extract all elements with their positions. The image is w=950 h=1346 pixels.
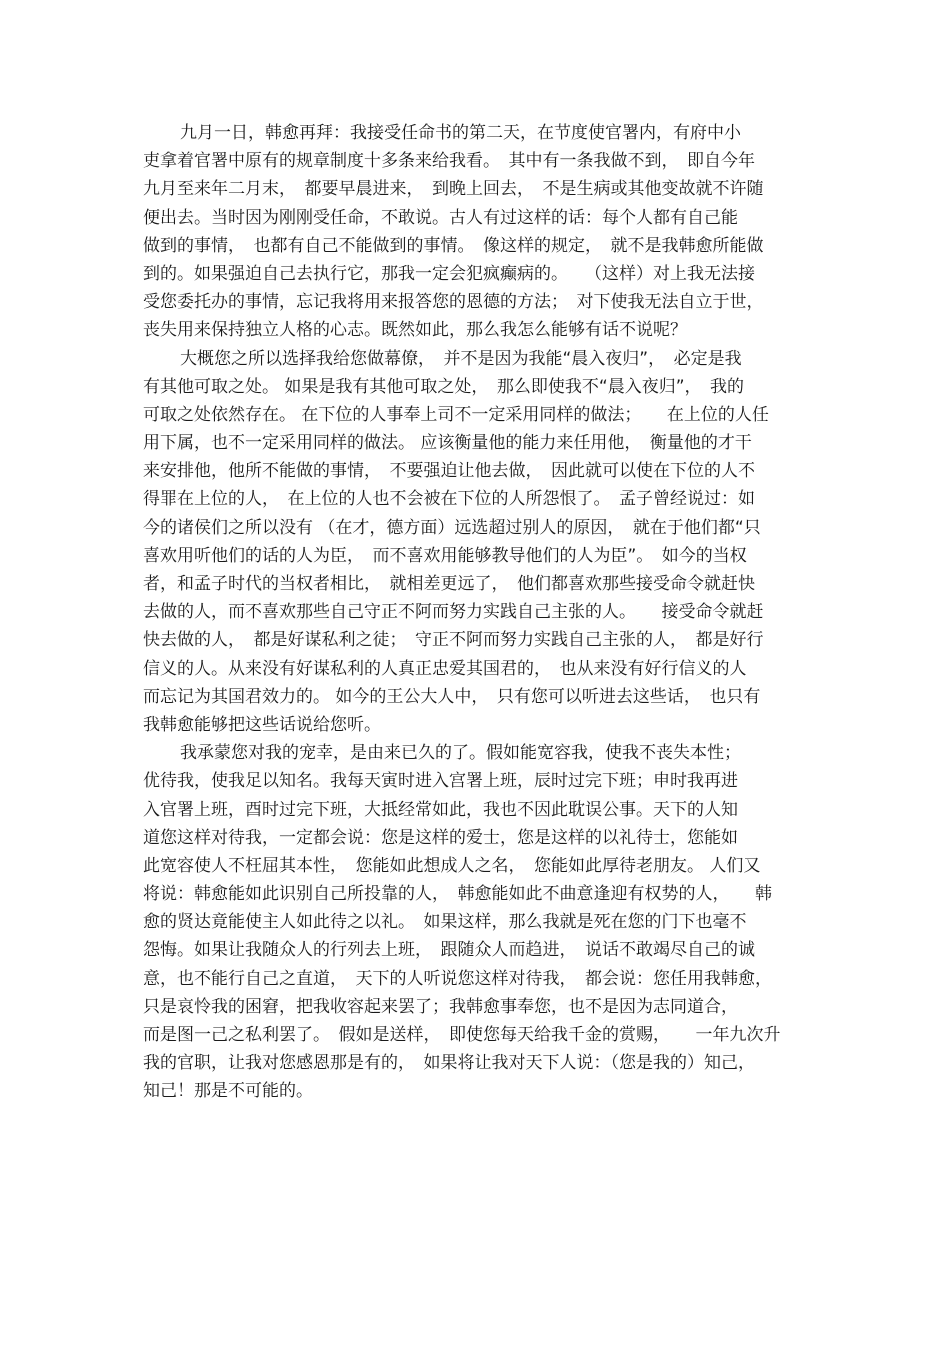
text-line: 今的诸侯们之所以没有 （在才，德方面）远选超过别人的原因， 就在于他们都“只 [143, 517, 761, 538]
text-line: 大概您之所以选择我给您做幕僚， 并不是因为我能“晨入夜归”， 必定是我 [180, 348, 742, 369]
text-line: 便出去。当时因为刚刚受任命，不敢说。古人有过这样的话：每个人都有自己能 [143, 207, 738, 228]
text-line: 可取之处依然存在。 在下位的人事奉上司不一定采用同样的做法； 在上位的人任 [143, 404, 769, 425]
text-line: 我承蒙您对我的宠幸，是由来已久的了。假如能宽容我，使我不丧失本性； [180, 743, 741, 764]
text-line: 去做的人，而不喜欢那些自己守正不阿而努力实践自己主张的人。 接受命令就赶 [143, 602, 764, 623]
text-line: 丧失用来保持独立人格的心志。既然如此，那么我怎么能够有话不说呢？ [143, 320, 687, 341]
text-line: 我的官职，让我对您感恩那是有的， 如果将让我对天下人说：（您是我的）知己， [143, 1053, 755, 1074]
text-line: 到的。如果强迫自己去执行它，那我一定会犯疯癫病的。 （这样）对上我无法接 [143, 263, 755, 284]
text-line: 将说：韩愈能如此识别自己所投靠的人， 韩愈能如此不曲意逢迎有权势的人， 韩 [143, 884, 772, 905]
document-text [143, 119, 813, 1106]
text-line: 道您这样对待我，一定都会说：您是这样的爱士，您是这样的以礼待士，您能如 [143, 827, 738, 848]
text-line: 而是图一己之私利罢了。 假如是送样， 即使您每天给我千金的赏赐， 一年九次升 [143, 1025, 781, 1045]
text-line: 优待我，使我足以知名。我每天寅时进入宫署上班，辰时过完下班；申时我再进 [143, 771, 738, 792]
text-line: 吏拿着官署中原有的规章制度十多条来给我看。 其中有一条我做不到， 即自今年 [143, 151, 755, 172]
text-line: 者，和孟子时代的当权者相比， 就相差更远了， 他们都喜欢那些接受命令就赶快 [143, 574, 755, 594]
text-line: 我韩愈能够把这些话说给您听。 [143, 714, 381, 735]
text-line: 做到的事情， 也都有自己不能做到的事情。 像这样的规定， 就不是我韩愈所能做 [143, 235, 764, 256]
text-line: 用下属，也不一定采用同样的做法。 应该衡量他的能力来任用他， 衡量他的才干 [143, 433, 752, 454]
paragraph-2 [143, 345, 813, 740]
text-line: 怨悔。如果让我随众人的行列去上班， 跟随众人而趋进， 说话不敢竭尽自己的诚 [143, 940, 755, 961]
text-line: 快去做的人， 都是好谋私利之徒； 守正不阿而努力实践自己主张的人， 都是好行 [143, 630, 764, 651]
text-line: 有其他可取之处。 如果是我有其他可取之处， 那么即使我不“晨入夜归”， 我的 [143, 376, 745, 397]
paragraph-3 [143, 739, 813, 1105]
text-line: 入官署上班，酉时过完下班，大抵经常如此，我也不因此耽误公事。天下的人知 [143, 799, 738, 820]
text-line: 信义的人。从来没有好谋私利的人真正忠爱其国君的， 也从来没有好行信义的人 [143, 658, 747, 679]
text-line: 知己！那是不可能的。 [143, 1081, 313, 1102]
paragraph-1 [143, 119, 813, 345]
text-line: 受您委托办的事情，忘记我将用来报答您的恩德的方法； 对下使我无法自立于世， [143, 292, 764, 313]
text-line: 来安排他，他所不能做的事情， 不要强迫让他去做， 因此就可以使在下位的人不 [143, 461, 755, 482]
text-line: 而忘记为其国君效力的。 如今的王公大人中， 只有您可以听进去这些话， 也只有 [143, 686, 761, 707]
text-line: 此宽容使人不枉屈其本性， 您能如此想成人之名， 您能如此厚待老朋友。 人们又 [143, 855, 761, 876]
text-line: 愈的贤达竟能使主人如此待之以礼。 如果这样，那么我就是死在您的门下也毫不 [143, 912, 747, 933]
text-line: 得罪在上位的人， 在上位的人也不会被在下位的人所怨恨了。 孟子曾经说过：如 [143, 489, 755, 510]
text-line: 只是哀怜我的困窘，把我收容起来罢了；我韩愈事奉您，也不是因为志同道合， [143, 996, 738, 1017]
text-line: 喜欢用听他们的话的人为臣， 而不喜欢用能够教导他们的人为臣”。 如今的当权 [143, 545, 747, 566]
text-line: 意，也不能行自己之直道， 天下的人听说您这样对待我， 都会说：您任用我韩愈， [143, 968, 772, 989]
text-line: 九月一日，韩愈再拜：我接受任命书的第二天，在节度使官署内，有府中小 [180, 123, 741, 143]
text-line: 九月至来年二月末， 都要早晨进来， 到晚上回去， 不是生病或其他变故就不许随 [143, 179, 764, 200]
